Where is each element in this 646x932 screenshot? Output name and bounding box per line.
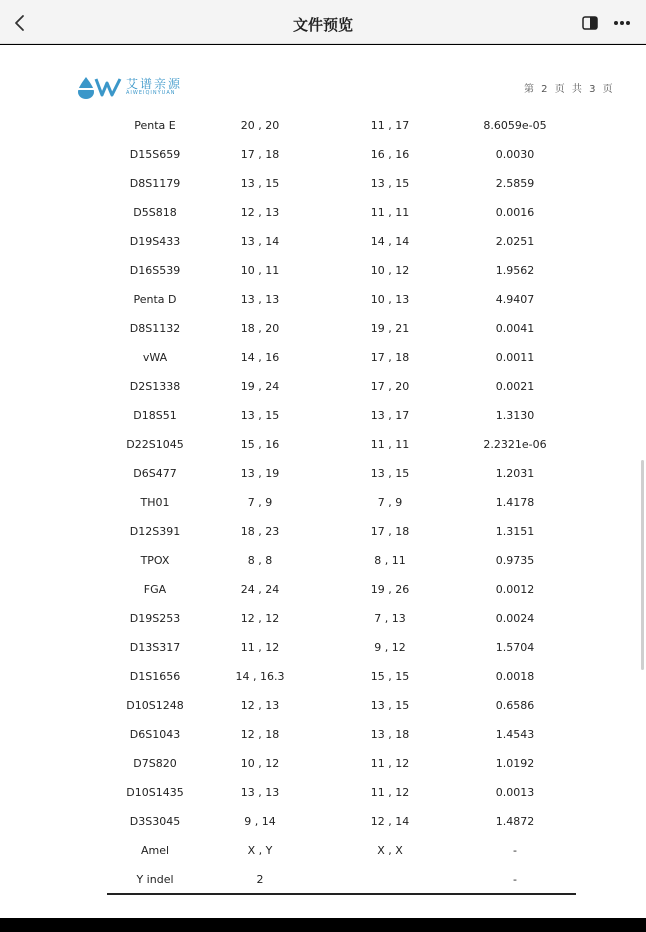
allele-a-cell: 13 , 13 [240, 293, 280, 306]
value-cell: 1.4178 [495, 496, 535, 509]
table-row [0, 865, 646, 894]
value-cell: 8.6059e-05 [483, 119, 547, 132]
table-row [0, 546, 646, 575]
value-cell: 1.5704 [495, 641, 535, 654]
allele-a-cell: 12 , 18 [240, 728, 280, 741]
table-row [0, 836, 646, 865]
table-row [0, 401, 646, 430]
allele-a-cell: 19 , 24 [240, 380, 280, 393]
value-cell: - [513, 844, 517, 857]
allele-a-cell: 14 , 16 [240, 351, 280, 364]
locus-cell: D22S1045 [126, 438, 184, 451]
allele-b-cell: X , X [377, 844, 403, 857]
allele-b-cell: 13 , 15 [370, 467, 410, 480]
results-table [0, 111, 646, 894]
document-page [0, 45, 646, 918]
allele-a-cell: 13 , 13 [240, 786, 280, 799]
value-cell: 1.0192 [495, 757, 535, 770]
allele-b-cell: 16 , 16 [370, 148, 410, 161]
table-row [0, 227, 646, 256]
top-bar [0, 0, 646, 44]
allele-a-cell: 15 , 16 [240, 438, 280, 451]
allele-b-cell: 10 , 12 [370, 264, 410, 277]
table-row [0, 488, 646, 517]
allele-b-cell: 17 , 20 [370, 380, 410, 393]
more-dots-icon [612, 13, 632, 33]
allele-a-cell: 9 , 14 [244, 815, 276, 828]
allele-b-cell: 11 , 12 [370, 757, 410, 770]
locus-cell: D19S253 [129, 612, 181, 625]
allele-a-cell: 12 , 13 [240, 206, 280, 219]
value-cell: 4.9407 [495, 293, 535, 306]
table-row [0, 778, 646, 807]
locus-cell: D7S820 [133, 757, 177, 770]
allele-b-cell: 19 , 26 [370, 583, 410, 596]
allele-b-cell: 13 , 18 [370, 728, 410, 741]
page-indicator: 第 2 页 共 3 页 [524, 84, 615, 95]
value-cell: 0.0012 [495, 583, 535, 596]
allele-a-cell: 8 , 8 [247, 554, 273, 567]
locus-cell: D2S1338 [129, 380, 181, 393]
locus-cell: D3S3045 [129, 815, 181, 828]
locus-cell: D13S317 [129, 641, 181, 654]
locus-cell: vWA [142, 351, 168, 364]
locus-cell: Penta E [134, 119, 176, 132]
value-cell: 2.2321e-06 [483, 438, 547, 451]
allele-a-cell: 20 , 20 [240, 119, 280, 132]
table-row [0, 285, 646, 314]
table-bottom-rule [107, 893, 576, 895]
view-mode-button[interactable] [582, 15, 598, 29]
logo-text: 艾谱亲源 [126, 77, 183, 91]
locus-cell: D16S539 [129, 264, 181, 277]
locus-cell: Amel [140, 844, 170, 857]
table-row [0, 198, 646, 227]
locus-cell: TPOX [140, 554, 170, 567]
table-row [0, 314, 646, 343]
allele-b-cell: 11 , 17 [370, 119, 410, 132]
table-row [0, 343, 646, 372]
allele-a-cell: 12 , 12 [240, 612, 280, 625]
allele-a-cell: 13 , 19 [240, 467, 280, 480]
allele-b-cell: 7 , 9 [377, 496, 403, 509]
allele-a-cell: 12 , 13 [240, 699, 280, 712]
locus-cell: D5S818 [133, 206, 177, 219]
allele-b-cell: 15 , 15 [370, 670, 410, 683]
value-cell: 2.5859 [495, 177, 535, 190]
allele-a-cell: 18 , 20 [240, 322, 280, 335]
value-cell: 0.0018 [495, 670, 535, 683]
table-row [0, 372, 646, 401]
locus-cell: D19S433 [129, 235, 181, 248]
allele-a-cell: 13 , 15 [240, 409, 280, 422]
value-cell: 0.0030 [495, 148, 535, 161]
allele-a-cell: 2 [256, 873, 264, 886]
allele-a-cell: 7 , 9 [247, 496, 273, 509]
value-cell: 0.6586 [495, 699, 535, 712]
table-row [0, 517, 646, 546]
locus-cell: D18S51 [133, 409, 177, 422]
company-logo [76, 75, 186, 99]
allele-a-cell: 13 , 15 [240, 177, 280, 190]
value-cell: 1.3151 [495, 525, 535, 538]
value-cell: 0.0011 [495, 351, 535, 364]
table-row [0, 459, 646, 488]
locus-cell: FGA [143, 583, 167, 596]
value-cell: 1.4872 [495, 815, 535, 828]
allele-a-cell: 10 , 11 [240, 264, 280, 277]
bottom-bar [0, 918, 646, 932]
table-row [0, 575, 646, 604]
allele-a-cell: 11 , 12 [240, 641, 280, 654]
table-row [0, 256, 646, 285]
more-button[interactable] [612, 13, 632, 33]
allele-b-cell: 13 , 15 [370, 177, 410, 190]
table-row [0, 111, 646, 140]
allele-b-cell: 13 , 17 [370, 409, 410, 422]
water-drop-logo-icon [76, 75, 124, 99]
allele-b-cell: 8 , 11 [374, 554, 406, 567]
table-row [0, 662, 646, 691]
allele-b-cell: 12 , 14 [370, 815, 410, 828]
value-cell: - [513, 873, 517, 886]
table-row [0, 633, 646, 662]
allele-a-cell: 24 , 24 [240, 583, 280, 596]
locus-cell: D10S1435 [126, 786, 184, 799]
value-cell: 1.3130 [495, 409, 535, 422]
allele-a-cell: 18 , 23 [240, 525, 280, 538]
allele-b-cell: 10 , 13 [370, 293, 410, 306]
locus-cell: TH01 [140, 496, 170, 509]
allele-a-cell: X , Y [247, 844, 273, 857]
locus-cell: Y indel [136, 873, 174, 886]
allele-b-cell: 11 , 12 [370, 786, 410, 799]
value-cell: 0.0041 [495, 322, 535, 335]
allele-b-cell: 9 , 12 [374, 641, 406, 654]
value-cell: 1.4543 [495, 728, 535, 741]
locus-cell: D10S1248 [126, 699, 184, 712]
allele-a-cell: 10 , 12 [240, 757, 280, 770]
table-row [0, 749, 646, 778]
allele-a-cell: 14 , 16.3 [235, 670, 285, 683]
sidebar-view-icon [582, 16, 598, 30]
table-row [0, 604, 646, 633]
allele-b-cell: 14 , 14 [370, 235, 410, 248]
allele-b-cell: 11 , 11 [370, 206, 410, 219]
value-cell: 0.0024 [495, 612, 535, 625]
locus-cell: D8S1179 [129, 177, 181, 190]
value-cell: 0.0021 [495, 380, 535, 393]
value-cell: 1.2031 [495, 467, 535, 480]
allele-b-cell: 13 , 15 [370, 699, 410, 712]
allele-b-cell: 11 , 11 [370, 438, 410, 451]
locus-cell: D6S477 [133, 467, 177, 480]
locus-cell: Penta D [133, 293, 177, 306]
table-row [0, 691, 646, 720]
value-cell: 0.0013 [495, 786, 535, 799]
table-row [0, 140, 646, 169]
allele-b-cell: 17 , 18 [370, 351, 410, 364]
logo-subtitle: AIWEIQINYUAN [126, 90, 176, 96]
allele-b-cell: 17 , 18 [370, 525, 410, 538]
table-row [0, 720, 646, 749]
value-cell: 2.0251 [495, 235, 535, 248]
locus-cell: D6S1043 [129, 728, 181, 741]
allele-a-cell: 13 , 14 [240, 235, 280, 248]
value-cell: 1.9562 [495, 264, 535, 277]
locus-cell: D15S659 [129, 148, 181, 161]
table-row [0, 807, 646, 836]
locus-cell: D1S1656 [129, 670, 181, 683]
value-cell: 0.0016 [495, 206, 535, 219]
allele-b-cell: 7 , 13 [374, 612, 406, 625]
allele-a-cell: 17 , 18 [240, 148, 280, 161]
locus-cell: D8S1132 [129, 322, 181, 335]
table-row [0, 169, 646, 198]
allele-b-cell: 19 , 21 [370, 322, 410, 335]
scrollbar[interactable] [641, 460, 644, 670]
value-cell: 0.9735 [495, 554, 535, 567]
page-title: 文件预览 [292, 16, 353, 34]
table-row [0, 430, 646, 459]
locus-cell: D12S391 [129, 525, 181, 538]
